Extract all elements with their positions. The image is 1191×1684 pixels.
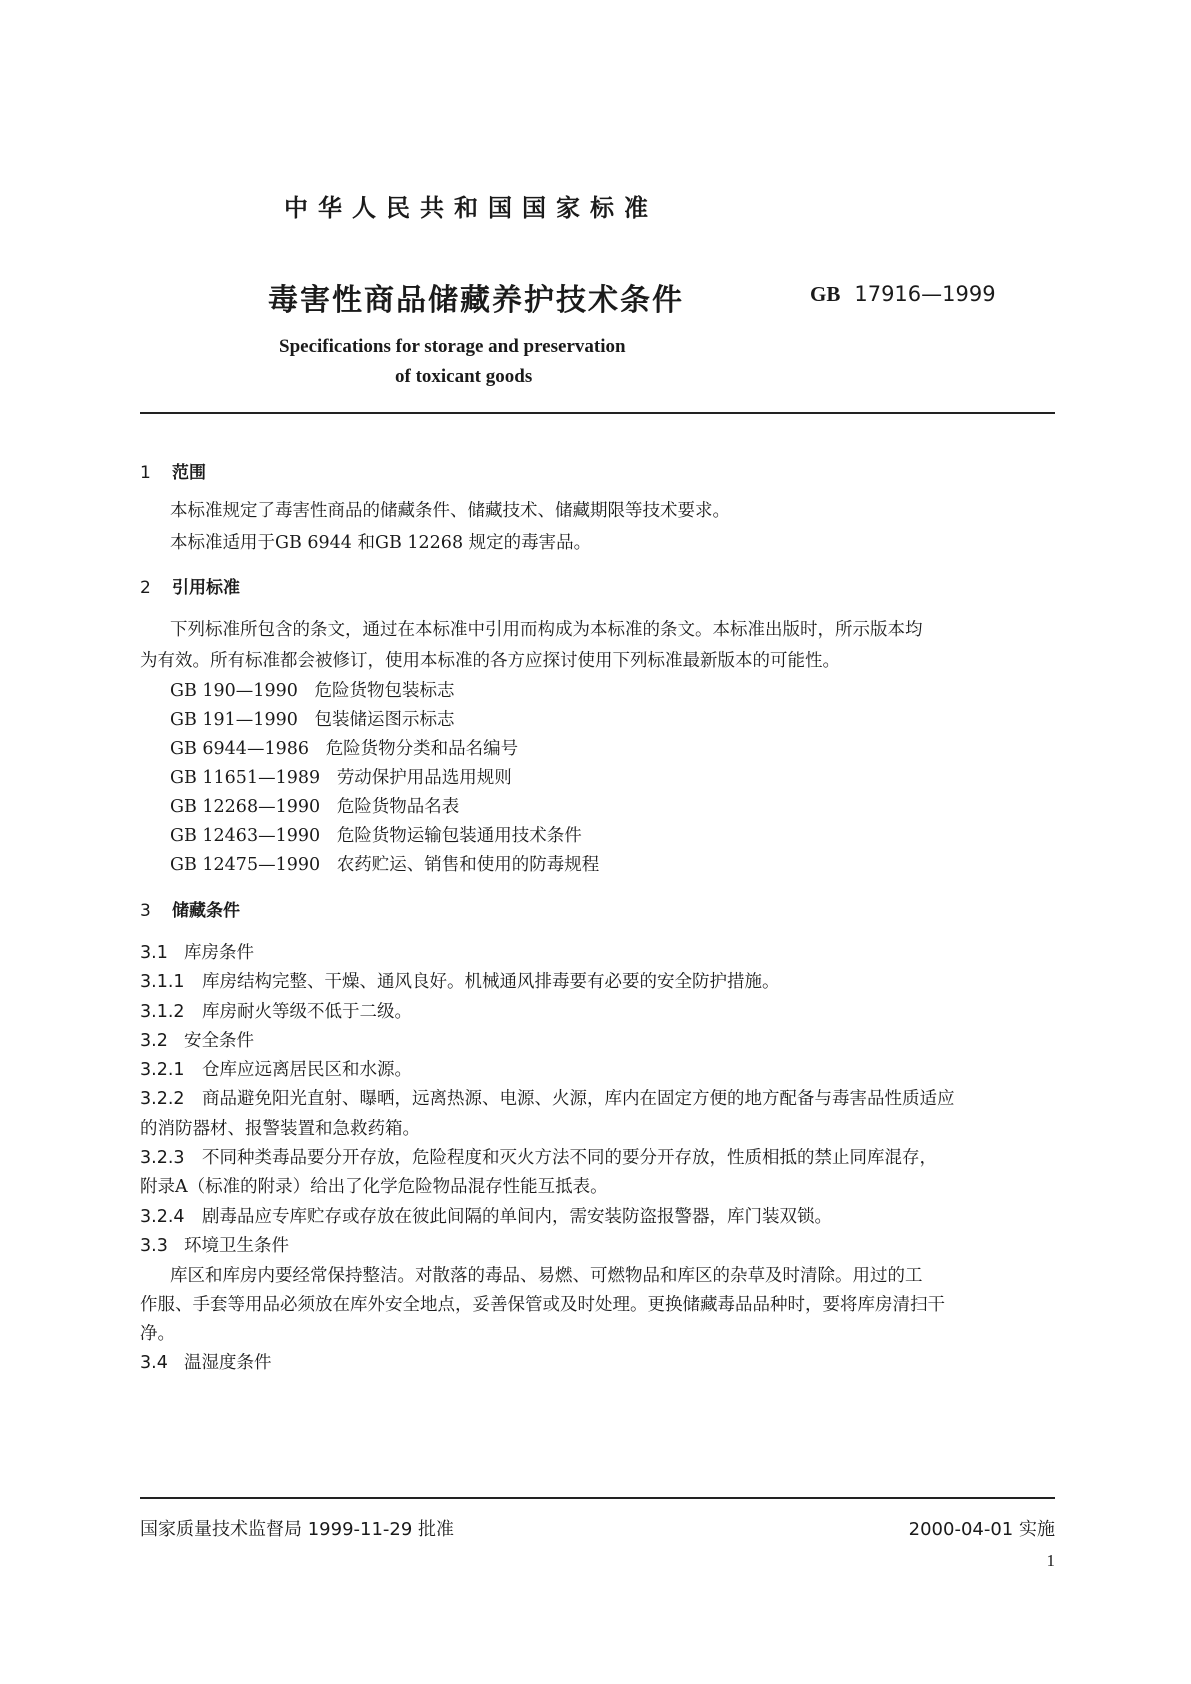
section-1-number: 1 (140, 463, 151, 483)
reference-item (170, 764, 512, 789)
reference-title: 危险货物品名表 (336, 797, 460, 817)
clause-3-3: 3.3 环境卫生条件 (140, 1236, 289, 1256)
reference-item (170, 677, 455, 702)
reference-title: 危险货物分类和品名编号 (325, 739, 519, 759)
section-3-number: 3 (140, 901, 151, 921)
clause-3-3-paragraph-line-1: 库区和库房内要经常保持整洁。对散落的毒品、易燃、可燃物品和库区的杂草及时清除。用过的工 (170, 1266, 923, 1286)
implementation-date: 2000-04-01 实施 (908, 1519, 1055, 1540)
clause-3-2-4: 3.2.4 剧毒品应专库贮存或存放在彼此间隔的单间内，需安装防盗报警器，库门装双锁。 (140, 1207, 832, 1227)
standard-code (810, 282, 996, 307)
section-2-intro-line-2: 为有效。所有标准都会被修订，使用本标准的各方应探讨使用下列标准最新版本的可能性。 (140, 651, 840, 671)
reference-item (170, 735, 518, 760)
clause-3-1-1: 3.1.1 库房结构完整、干燥、通风良好。机械通风排毒要有必要的安全防护措施。 (140, 972, 780, 992)
reference-item (170, 793, 459, 818)
section-1-paragraph-1: 本标准规定了毒害性商品的储藏条件、储藏技术、储藏期限等技术要求。 (170, 501, 730, 521)
approval-line: 国家质量技术监督局 1999-11-29 批准 (140, 1519, 455, 1540)
clause-3-2-2: 3.2.2 商品避免阳光直射、曝晒，远离热源、电源、火源，库内在固定方便的地方配备与毒害品性质适应 (140, 1089, 955, 1109)
section-1-heading (140, 458, 206, 483)
reference-title: 包装储运图示标志 (314, 710, 455, 730)
section-1-paragraph-2: 本标准适用于GB 6944 和GB 12268 规定的毒害品。 (170, 533, 592, 553)
reference-title: 农药贮运、销售和使用的防毒规程 (336, 855, 600, 875)
document-title: 毒害性商品储藏养护技术条件 (268, 283, 684, 318)
clause-3-2-2-continued: 的消防器材、报警装置和急救药箱。 (140, 1119, 420, 1139)
reference-code: GB 11651—1989 (170, 768, 321, 788)
reference-title: 危险货物运输包装通用技术条件 (336, 826, 582, 846)
reference-item (170, 822, 582, 847)
english-title-line-1: Specifications for storage and preservation (279, 336, 626, 357)
reference-code: GB 12268—1990 (170, 797, 321, 817)
reference-item (170, 851, 599, 876)
clause-3-2-3-continued: 附录A（标准的附录）给出了化学危险物品混存性能互抵表。 (140, 1177, 608, 1197)
section-3-heading (140, 896, 240, 921)
footer-divider (140, 1497, 1055, 1499)
reference-code: GB 6944—1986 (170, 739, 309, 759)
section-2-intro-line-1: 下列标准所包含的条文，通过在本标准中引用而构成为本标准的条文。本标准出版时，所示版本均 (170, 620, 923, 640)
reference-code: GB 190—1990 (170, 681, 298, 701)
clause-3-2: 3.2 安全条件 (140, 1031, 254, 1051)
section-2-title: 引用标准 (172, 578, 240, 598)
reference-code: GB 12463—1990 (170, 826, 321, 846)
clause-3-3-paragraph-line-3: 净。 (140, 1324, 175, 1344)
reference-item (170, 706, 455, 731)
standard-code-number: 17916—1999 (854, 282, 996, 306)
clause-3-2-1: 3.2.1 仓库应远离居民区和水源。 (140, 1060, 412, 1080)
reference-title: 劳动保护用品选用规则 (336, 768, 512, 788)
clause-3-3-paragraph-line-2: 作服、手套等用品必须放在库外安全地点，妥善保管或及时处理。更换储藏毒品品种时，要将库房清扫干 (140, 1295, 945, 1315)
clause-3-4: 3.4 温湿度条件 (140, 1353, 272, 1373)
section-2-heading (140, 573, 240, 598)
section-1-title: 范围 (172, 463, 206, 483)
english-title-line-2: of toxicant goods (395, 366, 533, 387)
national-standard-heading: 中华人民共和国国家标准 (284, 194, 658, 222)
reference-title: 危险货物包装标志 (314, 681, 455, 701)
section-2-number: 2 (140, 578, 151, 598)
clause-3-1: 3.1 库房条件 (140, 943, 254, 963)
header-divider (140, 412, 1055, 414)
reference-code: GB 12475—1990 (170, 855, 321, 875)
reference-code: GB 191—1990 (170, 710, 298, 730)
clause-3-2-3: 3.2.3 不同种类毒品要分开存放，危险程度和灭火方法不同的要分开存放，性质相抵的禁止同库混存， (140, 1148, 937, 1168)
page-number: 1 (1046, 1551, 1055, 1570)
section-3-title: 储藏条件 (172, 901, 240, 921)
standard-code-prefix: GB (810, 282, 841, 306)
clause-3-1-2: 3.1.2 库房耐火等级不低于二级。 (140, 1002, 412, 1022)
